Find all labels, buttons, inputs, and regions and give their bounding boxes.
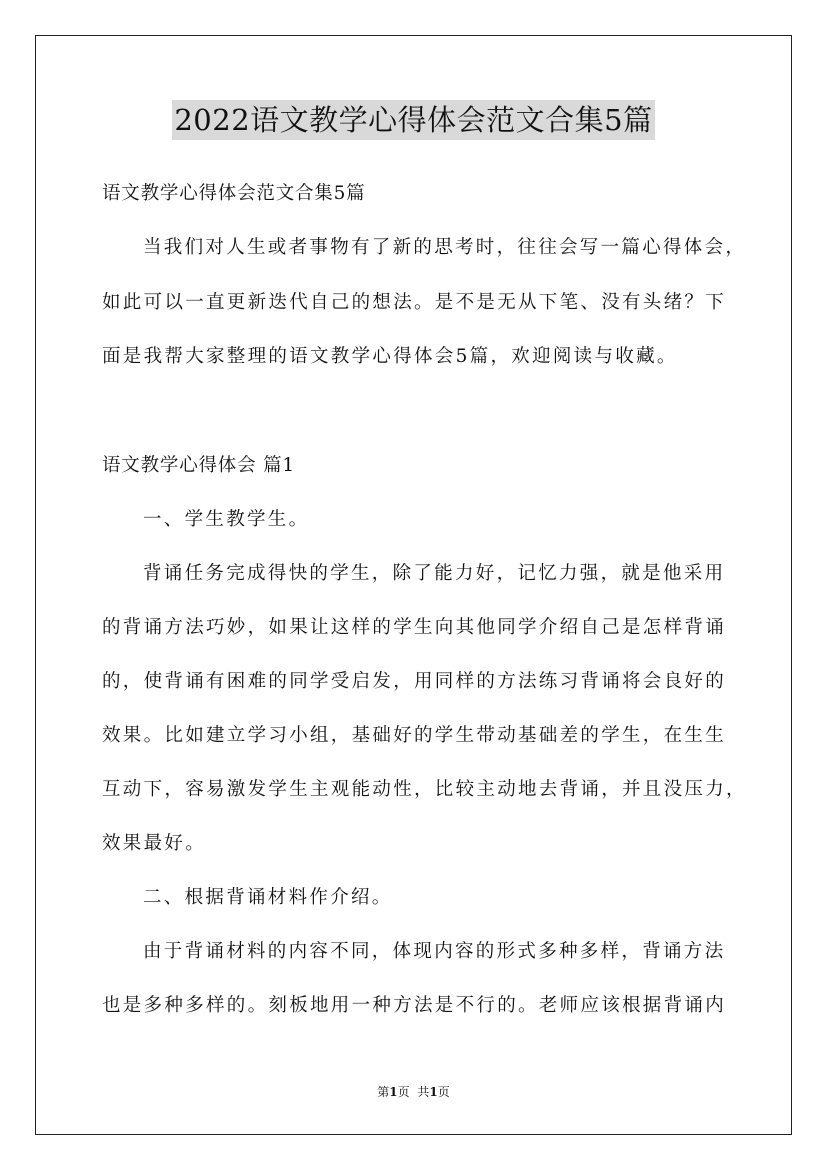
intro-line: 面是我帮大家整理的语文教学心得体会5篇，欢迎阅读与收藏。	[102, 346, 678, 367]
footer-total-unit: 页	[437, 1085, 450, 1099]
paragraph-line: 也是多种多样的。刻板地用一种方法是不行的。老师应该根据背诵内	[102, 995, 727, 1016]
section-heading: 语文教学心得体会 篇1	[102, 455, 295, 476]
footer-page-label: 第	[377, 1085, 390, 1099]
paragraph-line: 互动下，容易激发学生主观能动性，比较主动地去背诵，并且没压力，	[102, 779, 747, 800]
paragraph-line: 的，使背诵有困难的同学受启发，用同样的方法练习背诵将会良好的	[102, 671, 727, 692]
document-subtitle: 语文教学心得体会范文合集5篇	[102, 183, 366, 204]
document-title: 2022语文教学心得体会范文合集5篇	[172, 100, 654, 140]
footer-total-label: 共	[417, 1085, 430, 1099]
footer-page-number: 1	[389, 1085, 398, 1099]
point2-heading: 二、根据背诵材料作介绍。	[143, 887, 393, 908]
intro-line: 如此可以一直更新迭代自己的想法。是不是无从下笔、没有头绪？下	[102, 292, 727, 313]
intro-line: 当我们对人生或者事物有了新的思考时，往往会写一篇心得体会，	[143, 237, 747, 258]
paragraph-line: 由于背诵材料的内容不同，体现内容的形式多种多样，背诵方法	[143, 941, 726, 962]
paragraph-line: 的背诵方法巧妙，如果让这样的学生向其他同学介绍自己是怎样背诵	[102, 617, 727, 638]
title-container	[0, 100, 827, 140]
footer-page-unit: 页	[397, 1085, 410, 1099]
footer-total-number: 1	[429, 1085, 438, 1099]
point1-heading: 一、学生教学生。	[143, 509, 310, 530]
page-footer	[0, 1083, 827, 1101]
paragraph-line: 效果。比如建立学习小组，基础好的学生带动基础差的学生，在生生	[102, 725, 727, 746]
paragraph-line: 背诵任务完成得快的学生，除了能力好，记忆力强，就是他采用	[143, 563, 726, 584]
paragraph-line: 效果最好。	[102, 833, 207, 854]
